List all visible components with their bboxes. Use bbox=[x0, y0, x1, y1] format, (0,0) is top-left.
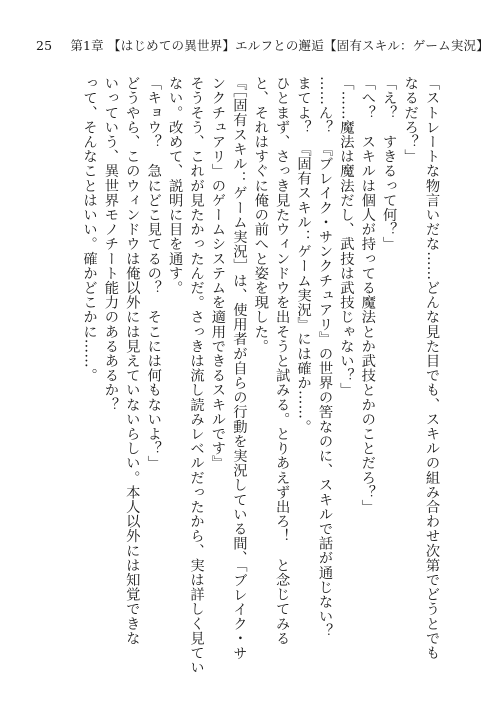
text-line: まてよ？ 『固有スキル：ゲーム実況』には確か……。 bbox=[295, 76, 312, 434]
text-line: ……ん？ 『ブレイク・サンクチュアリ』の世界の筈なのに、スキルで話が通じない？ bbox=[316, 76, 333, 639]
vertical-body-text bbox=[78, 76, 442, 675]
text-line: いっていう、異世界モノチート能力のあるあるか？ bbox=[102, 76, 119, 412]
text-line: 「え？ すきるって何？」 bbox=[381, 76, 398, 252]
text-line: ひとまず、さっき見たウィンドウを出そうと試みる。とりあえず出ろ！ と念じてみる bbox=[274, 76, 291, 646]
text-line: そうそう、これが見たかったんだ。さっきは流し読みレベルだったから、実は詳しく見てい bbox=[188, 76, 205, 675]
text-line: と、それはすぐに俺の前へと姿を現した。 bbox=[252, 76, 269, 354]
text-line: って、そんなことはいい。確かどこかに……。 bbox=[81, 76, 98, 383]
text-line: ンクチュアリ」のゲームシステムを適用できるスキルです』 bbox=[209, 76, 226, 471]
text-line: 「ストレートな物言いだな……どんな見た目でも、スキルの組み合わせ次第でどうとでも bbox=[424, 76, 440, 660]
page-number: 25 bbox=[36, 38, 53, 53]
text-line: ない。改めて、説明に目を通す。 bbox=[167, 76, 184, 295]
text-line: なるだろ？」 bbox=[402, 76, 419, 164]
running-header bbox=[36, 36, 489, 54]
text-line: 「キョウ？ 急にどこ見てるの？ そこには何もないよ？」 bbox=[145, 76, 162, 471]
text-line: どうやら、このウィンドウは俺以外には見えていないらしい。本人以外には知覚できな bbox=[124, 76, 141, 646]
text-line: 『［固有スキル：ゲーム実況］は、使用者が自らの行動を実況している間、「ブレイク・サ bbox=[231, 76, 248, 661]
text-line: 「へ？ スキルは個人が持ってる魔法とか武技とかのことだろ？」 bbox=[359, 76, 376, 514]
chapter-title: 第1章 【はじめての異世界】エルフとの邂逅【固有スキル：ゲーム実況】 bbox=[70, 38, 489, 53]
text-line: 「……魔法は魔法だし、武技は武技じゃない？」 bbox=[338, 76, 355, 398]
